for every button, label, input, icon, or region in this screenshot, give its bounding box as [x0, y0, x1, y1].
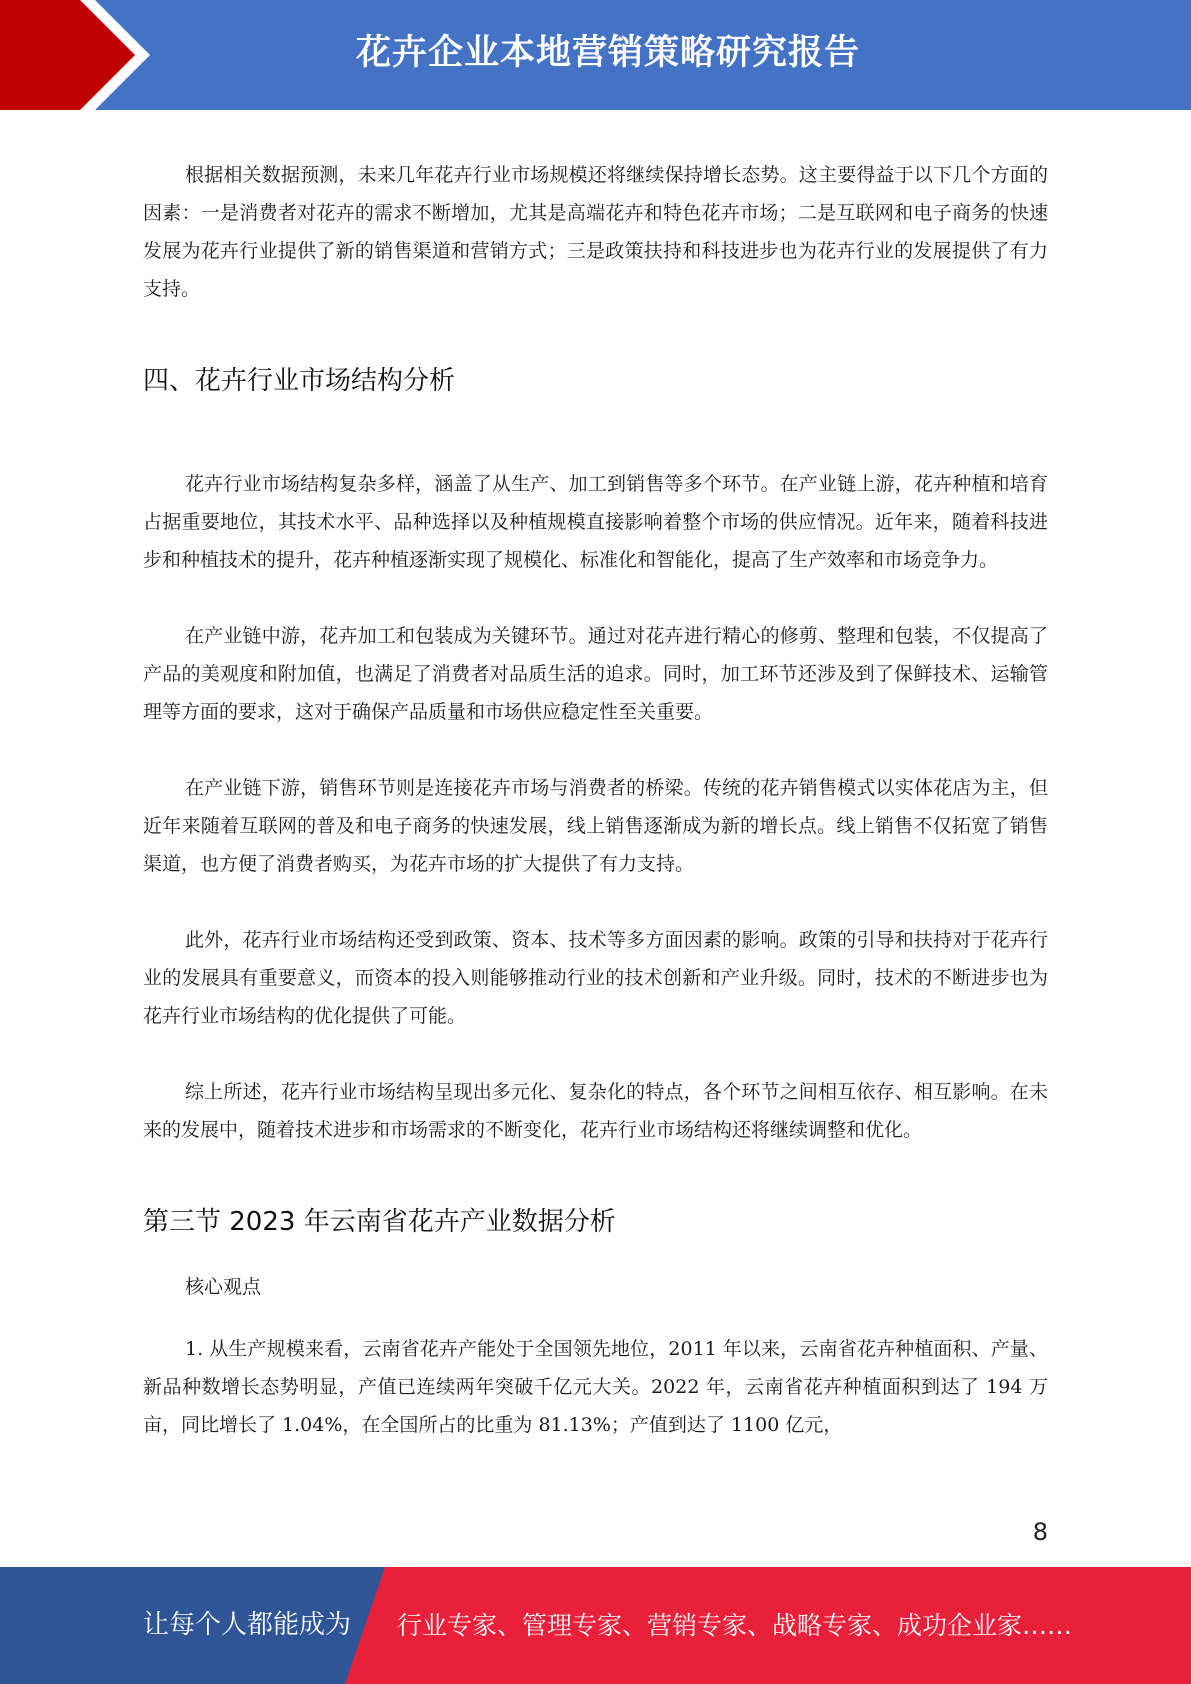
paragraph-downstream: 在产业链下游，销售环节则是连接花卉市场与消费者的桥梁。传统的花卉销售模式以实体花店为主，但近年来随着互联网的普及和电子商务的快速发展，线上销售逐渐成为新的增长点。线上销售不仅拓宽了销售渠道，也方便了消费者购买，为花卉市场的扩大提供了有力支持。: [143, 777, 1048, 875]
footer-slogan-right: 行业专家、管理专家、营销专家、战略专家、成功企业家……: [397, 1611, 1073, 1640]
paragraph-core-viewpoint: 核心观点: [185, 1276, 262, 1298]
paragraph-other-factors: 此外，花卉行业市场结构还受到政策、资本、技术等多方面因素的影响。政策的引导和扶持对于花卉行业的发展具有重要意义，而资本的投入则能够推动行业的技术创新和产业升级。同时，技术的不断进步也为花卉行业市场结构的优化提供了可能。: [143, 929, 1048, 1027]
section-heading-yunnan-data: 第三节 2023 年云南省花卉产业数据分析: [143, 1207, 616, 1237]
paragraph-midstream: 在产业链中游，花卉加工和包装成为关键环节。通过对花卉进行精心的修剪、整理和包装，不仅提高了产品的美观度和附加值，也满足了消费者对品质生活的追求。同时，加工环节还涉及到了保鲜技术、运输管理等方面的要求，这对于确保产品质量和市场供应稳定性至关重要。: [143, 625, 1048, 723]
section-heading-market-structure: 四、花卉行业市场结构分析: [143, 366, 456, 396]
page-number: 8: [1032, 1518, 1048, 1546]
paragraph-production-scale: 1. 从生产规模来看，云南省花卉产能处于全国领先地位，2011 年以来，云南省花卉种植面积、产量、新品种数增长态势明显，产值已连续两年突破千亿元大关。2022 年，云南省花卉种植面积到达了 194 万亩，同比增长了 1.04%，在全国所占的比重为 81.13%；产值到达了 1100 亿元，: [143, 1338, 1048, 1436]
footer-slogan-left: 让每个人都能成为: [143, 1610, 352, 1640]
paragraph-market-forecast: 根据相关数据预测，未来几年花卉行业市场规模还将继续保持增长态势。这主要得益于以下几个方面的因素：一是消费者对花卉的需求不断增加，尤其是高端花卉和特色花卉市场；二是互联网和电子商务的快速发展为花卉行业提供了新的销售渠道和营销方式；三是政策扶持和科技进步也为花卉行业的发展提供了有力支持。: [143, 164, 1048, 300]
paragraph-summary: 综上所述，花卉行业市场结构呈现出多元化、复杂化的特点，各个环节之间相互依存、相互影响。在未来的发展中，随着技术进步和市场需求的不断变化，花卉行业市场结构还将继续调整和优化。: [143, 1081, 1048, 1141]
document-title: 花卉企业本地营销策略研究报告: [355, 33, 860, 73]
paragraph-upstream: 花卉行业市场结构复杂多样，涵盖了从生产、加工到销售等多个环节。在产业链上游，花卉种植和培育占据重要地位，其技术水平、品种选择以及种植规模直接影响着整个市场的供应情况。近年来，随着科技进步和种植技术的提升，花卉种植逐渐实现了规模化、标准化和智能化，提高了生产效率和市场竞争力。: [143, 473, 1048, 571]
header-banner: [0, 0, 1191, 110]
document-body: [143, 130, 1048, 1444]
footer-banner: [0, 1567, 1191, 1684]
